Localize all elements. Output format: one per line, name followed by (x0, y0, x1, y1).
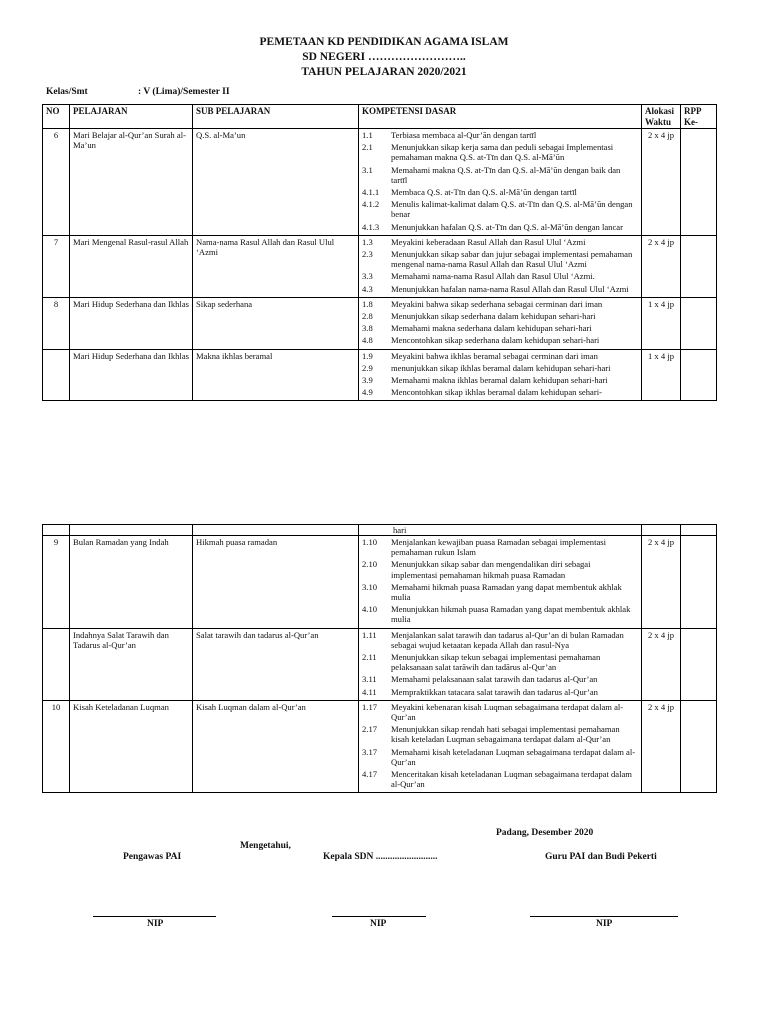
document-title: PEMETAAN KD PENDIDIKAN AGAMA ISLAM (259, 36, 509, 48)
kd-code: 1.11 (362, 629, 377, 640)
cell-alokasi-waktu: 1 x 4 jp (642, 349, 681, 401)
cell-empty (193, 525, 359, 536)
cell-no: 10 (43, 700, 70, 793)
teacher-title: Guru PAI dan Budi Pekerti (545, 852, 657, 862)
cell-kompetensi-dasar (359, 628, 642, 700)
kd-item (362, 351, 638, 361)
kd-code: 2.1 (362, 142, 373, 153)
cell-sub-pelajaran: Kisah Luqman dalam al-Qur’an (193, 700, 359, 793)
kd-item (362, 222, 638, 232)
kd-text: Memahami nama-nama Rasul Allah dan Rasul Ulul ‘Azmi. (391, 271, 595, 282)
kd-text: Memahami hikmah puasa Ramadan yang dapat membentuk akhlak mulia (391, 581, 622, 603)
kd-text: Menunjukkan hafalan nama-nama Rasul Allah dan Rasul Ulul ‘Azmi (391, 283, 629, 294)
cell-alokasi-waktu: 2 x 4 jp (642, 700, 681, 793)
kd-code: 1.17 (362, 701, 378, 712)
kd-text: Meyakini bahwa sikap sederhana sebagai cerminan dari iman (391, 298, 603, 309)
principal-title: Kepala SDN .......................... (323, 852, 438, 862)
kd-code: 2.17 (362, 724, 378, 735)
header-rpp: RPP Ke- (681, 105, 717, 129)
kd-item (362, 130, 638, 140)
kd-code: 1.3 (362, 236, 373, 247)
kd-item (362, 674, 638, 684)
nip-teacher: NIP (596, 919, 613, 929)
header-kompetensi-dasar: KOMPETENSI DASAR (359, 105, 642, 129)
kd-code: 2.10 (362, 559, 378, 570)
signature-line-principal (332, 916, 426, 917)
kd-text: Menunjukkan sikap sabar dan mengendalikan diri sebagai implementasi pemahaman hikmah puasa Ramadan (391, 559, 591, 580)
cell-rpp (681, 536, 717, 629)
kd-item (362, 559, 638, 579)
cell-rpp (681, 235, 717, 297)
kd-code: 4.1.2 (362, 199, 380, 210)
cell-pelajaran: Indahnya Salat Tarawih dan Tadarus al-Qur’an (70, 628, 193, 700)
class-value: : V (Lima)/Semester II (138, 87, 230, 97)
cell-sub-pelajaran: Salat tarawih dan tadarus al-Qur’an (193, 628, 359, 700)
cell-pelajaran: Mari Hidup Sederhana dan Ikhlas (70, 297, 193, 349)
kd-text: Membaca Q.S. at-Tīn dan Q.S. al-Mā’ūn dengan tartīl (391, 187, 577, 198)
kd-table-page-1 (42, 104, 717, 401)
kd-text: Mencontohkan sikap sederhana dalam kehidupan sehari-hari (391, 335, 600, 346)
cell-kompetensi-dasar (359, 536, 642, 629)
kd-text: Meyakini kebenaran kisah Luqman sebagaimana terdapat dalam al-Qur’an (391, 701, 624, 723)
kd-text: Menulis kalimat-kalimat dalam Q.S. at-Tīn dan Q.S. al-Mā’ūn dengan benar (391, 199, 633, 220)
kd-code: 4.17 (362, 769, 378, 780)
kd-code: 2.9 (362, 362, 373, 373)
kd-code: 1.1 (362, 130, 373, 140)
kd-item (362, 747, 638, 767)
kd-code: 2.11 (362, 652, 377, 663)
cell-rpp (681, 297, 717, 349)
kd-text: Mempraktikkan tatacara salat tarawih dan tadarus al-Qur’an (391, 686, 598, 697)
kd-item (362, 165, 638, 185)
supervisor-title: Pengawas PAI (123, 852, 182, 862)
cell-continuation (359, 525, 642, 536)
kd-text: Menunjukkan sikap tekun sebagai implementasi pemahaman pelaksanaan salat tarāwih dan tadārus al-Qur’an (391, 652, 601, 673)
kd-item (362, 249, 638, 269)
cell-kompetensi-dasar (359, 235, 642, 297)
header-pelajaran: PELAJARAN (70, 105, 193, 129)
kd-text: Menjalankan salat tarawih dan tadarus al-Qur’an di bulan Ramadan sebagai wujud ketaatan kepada Allah dan rasul-Nya (391, 629, 624, 650)
academic-year: TAHUN PELAJARAN 2020/2021 (301, 66, 467, 78)
table-header-row (43, 105, 717, 129)
kd-code: 4.3 (362, 283, 373, 294)
kd-code: 1.10 (362, 537, 378, 547)
class-semester (46, 87, 230, 97)
cell-rpp (681, 700, 717, 793)
cell-kompetensi-dasar (359, 349, 642, 401)
kd-text: Memahami kisah keteladanan Luqman sebagaimana terdapat dalam al-Qur’an (391, 746, 636, 767)
cell-rpp (681, 349, 717, 401)
table-row (43, 536, 717, 629)
kd-item (362, 299, 638, 309)
kd-text: Memahami pelaksanaan salat tarawih dan tadarus al-Qur’an (391, 674, 598, 685)
kd-item (362, 335, 638, 345)
class-label: Kelas/Smt (46, 87, 88, 97)
school-name: SD NEGERI …………………….. (302, 51, 466, 63)
kd-code: 3.1 (362, 164, 373, 175)
nip-principal: NIP (370, 919, 387, 929)
kd-text: Memahami makna sederhana dalam kehidupan sehari-hari (391, 323, 592, 334)
cell-no: 8 (43, 297, 70, 349)
cell-pelajaran: Bulan Ramadan yang Indah (70, 536, 193, 629)
kd-code: 4.1.3 (362, 221, 380, 232)
kd-code: 4.11 (362, 686, 377, 697)
header-no: NO (43, 105, 70, 129)
table-row (43, 235, 717, 297)
cell-alokasi-waktu: 2 x 4 jp (642, 129, 681, 236)
cell-alokasi-waktu: 2 x 4 jp (642, 235, 681, 297)
cell-empty (681, 525, 717, 536)
cell-rpp (681, 129, 717, 236)
acknowledged-label: Mengetahui, (240, 841, 291, 851)
kd-item (362, 724, 638, 744)
kd-item (362, 769, 638, 789)
table-row (43, 349, 717, 401)
kd-item (362, 323, 638, 333)
cell-sub-pelajaran: Sikap sederhana (193, 297, 359, 349)
cell-no: 7 (43, 235, 70, 297)
kd-code: 4.10 (362, 604, 378, 615)
kd-text: Menceritakan kisah keteladanan Luqman sebagaimana terdapat dalam al-Qur’an (391, 769, 632, 790)
kd-text: Menjalankan kewajiban puasa Ramadan sebagai implementasi pemahaman rukun Islam (391, 537, 607, 558)
kd-text: menunjukkan sikap ikhlas beramal dalam kehidupan sehari-hari (391, 362, 611, 373)
cell-pelajaran: Mari Mengenal Rasul-rasul Allah (70, 235, 193, 297)
kd-item (362, 687, 638, 697)
kd-item (362, 604, 638, 624)
cell-pelajaran: Kisah Keteladanan Luqman (70, 700, 193, 793)
kd-code: 4.9 (362, 387, 373, 398)
kd-code: 2.3 (362, 249, 373, 260)
kd-text: Menunjukkan hikmah puasa Ramadan yang dapat membentuk akhlak mulia (391, 604, 631, 625)
table-row (43, 129, 717, 236)
kd-text: Menunjukkan hafalan Q.S. at-Tīn dan Q.S. al-Mā’ūn dengan lancar (391, 221, 623, 232)
signature-line-supervisor (93, 916, 216, 917)
cell-alokasi-waktu: 2 x 4 jp (642, 628, 681, 700)
kd-item (362, 199, 638, 219)
kd-text: Meyakini keberadaan Rasul Allah dan Rasul Ulul ‘Azmi (391, 236, 586, 247)
header-alokasi-waktu: Alokasi Waktu (642, 105, 681, 129)
cell-empty (70, 525, 193, 536)
kd-code: 3.9 (362, 375, 373, 386)
kd-code: 1.8 (362, 298, 373, 309)
kd-code: 3.3 (362, 271, 373, 282)
kd-text: Menunjukkan sikap rendah hati sebagai implementasi pemahaman kisah keteladan Luqman sebagaimana terdapat dalam al-Qur’an (391, 724, 620, 745)
document-header (0, 35, 768, 80)
cell-pelajaran: Mari Belajar al-Qur’an Surah al-Ma’un (70, 129, 193, 236)
cell-kompetensi-dasar (359, 297, 642, 349)
kd-code: 1.9 (362, 350, 373, 361)
kd-text: Menunjukkan sikap sabar dan jujur sebagai implementasi pemahaman mengenal nama-nama Rasul Allah dan Rasul Ulul ‘Azmi (391, 249, 633, 270)
kd-item (362, 702, 638, 722)
cell-empty (43, 525, 70, 536)
kd-item (362, 537, 638, 557)
cell-sub-pelajaran: Hikmah puasa ramadan (193, 536, 359, 629)
kd-item (362, 142, 638, 162)
kd-item (362, 387, 638, 397)
kd-code: 2.8 (362, 311, 373, 322)
kd-item (362, 284, 638, 294)
kd-code: 4.1.1 (362, 187, 380, 198)
kd-item (362, 311, 638, 321)
cell-pelajaran: Mari Hidup Sederhana dan Ikhlas (70, 349, 193, 401)
kd-code: 4.8 (362, 335, 373, 346)
kd-text: Mencontohkan sikap ikhlas beramal dalam kehidupan sehari- (391, 387, 602, 398)
kd-item (362, 271, 638, 281)
cell-rpp (681, 628, 717, 700)
place-date: Padang, Desember 2020 (496, 828, 594, 838)
kd-item (362, 375, 638, 385)
cell-alokasi-waktu: 1 x 4 jp (642, 297, 681, 349)
kd-table-page-2 (42, 524, 717, 793)
cell-kompetensi-dasar (359, 700, 642, 793)
kd-code: 3.17 (362, 746, 378, 757)
kd-item (362, 582, 638, 602)
cell-sub-pelajaran: Nama-nama Rasul Allah dan Rasul Ulul ‘Azmi (193, 235, 359, 297)
cell-no (43, 349, 70, 401)
cell-empty (642, 525, 681, 536)
cell-no (43, 628, 70, 700)
kd-text: Menunjukkan sikap kerja sama dan peduli sebagai Implementasi pemahaman makna Q.S. at-Tīn dan Q.S. al-Mā’ūn (391, 142, 614, 163)
cell-sub-pelajaran: Makna ikhlas beramal (193, 349, 359, 401)
kd-text: Memahami makna Q.S. at-Tīn dan Q.S. al-Mā’ūn dengan baik dan tartīl (391, 164, 621, 185)
signature-line-teacher (530, 916, 678, 917)
continuation-text: hari (393, 525, 407, 535)
kd-item (362, 237, 638, 247)
kd-item (362, 630, 638, 650)
kd-text: Terbiasa membaca al-Qur’ān dengan tartīl (391, 130, 537, 140)
cell-alokasi-waktu: 2 x 4 jp (642, 536, 681, 629)
table-row (43, 700, 717, 793)
cell-kompetensi-dasar (359, 129, 642, 236)
kd-item (362, 363, 638, 373)
cell-no: 6 (43, 129, 70, 236)
kd-code: 3.11 (362, 674, 377, 685)
kd-text: Memahami makna ikhlas beramal dalam kehidupan sehari-hari (391, 375, 608, 386)
header-sub-pelajaran: SUB PELAJARAN (193, 105, 359, 129)
cell-no: 9 (43, 536, 70, 629)
table-row (43, 525, 717, 536)
table-row (43, 628, 717, 700)
cell-sub-pelajaran: Q.S. al-Ma’un (193, 129, 359, 236)
nip-supervisor: NIP (147, 919, 164, 929)
table-row (43, 297, 717, 349)
kd-text: Menunjukkan sikap sederhana dalam kehidupan sehari-hari (391, 311, 596, 322)
kd-item (362, 652, 638, 672)
kd-code: 3.10 (362, 581, 378, 592)
kd-code: 3.8 (362, 323, 373, 334)
kd-item (362, 187, 638, 197)
kd-text: Meyakini bahwa ikhlas beramal sebagai cerminan dari iman (391, 350, 598, 361)
